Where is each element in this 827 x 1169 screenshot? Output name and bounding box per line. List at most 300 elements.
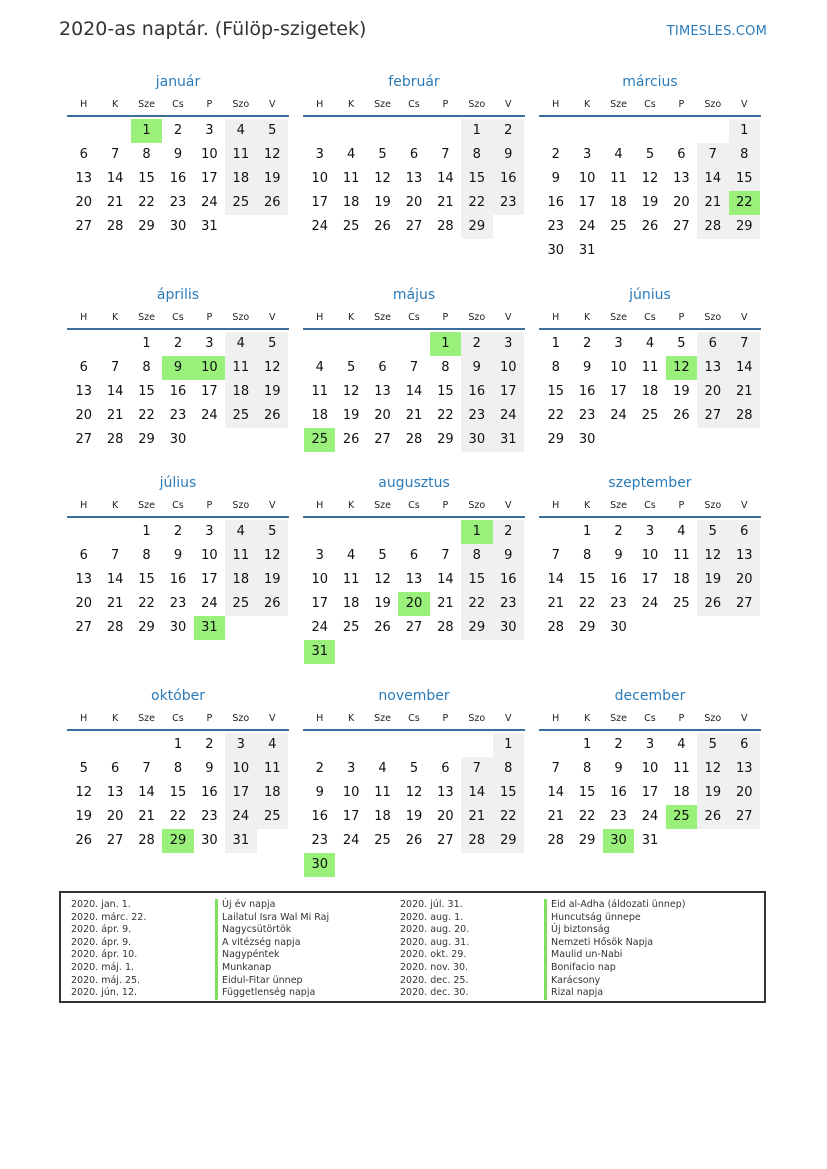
day-cell[interactable]: 22 [138,596,155,611]
day-cell[interactable]: 4 [315,360,324,375]
day-cell[interactable]: 8 [142,360,151,375]
day-cell[interactable]: 9 [461,356,492,380]
day-cell[interactable]: 29 [729,215,760,239]
day-cell[interactable]: 18 [225,167,256,191]
day-cell[interactable]: 11 [641,360,659,375]
day-cell[interactable]: 6 [79,147,88,162]
day-cell[interactable]: 3 [346,761,356,776]
day-cell[interactable]: 27 [697,404,728,428]
day-cell[interactable]: 14 [138,785,155,800]
day-cell[interactable]: 9 [315,785,324,800]
day-cell[interactable]: 8 [582,548,592,563]
day-cell[interactable]: 7 [441,548,450,563]
day-cell[interactable]: 14 [106,171,124,186]
day-cell[interactable]: 10 [201,147,218,162]
day-cell[interactable]: 19 [75,809,92,824]
day-cell[interactable]: 24 [342,833,360,848]
day-cell[interactable]: 22 [138,408,155,423]
day-cell[interactable]: 9 [493,143,524,167]
day-cell[interactable]: 25 [225,592,256,616]
day-cell[interactable]: 7 [551,548,560,563]
day-cell[interactable]: 17 [225,781,256,805]
day-cell[interactable]: 3 [493,332,524,356]
day-cell[interactable]: 20 [398,592,429,616]
day-cell[interactable]: 16 [169,572,187,587]
day-cell[interactable]: 5 [677,336,686,351]
day-cell[interactable]: 20 [75,195,92,210]
day-cell[interactable]: 24 [641,596,659,611]
day-cell[interactable]: 15 [493,781,524,805]
day-cell[interactable]: 23 [578,408,596,423]
day-cell[interactable]: 1 [729,119,760,143]
day-cell[interactable]: 1 [582,737,592,752]
day-cell[interactable]: 26 [697,592,728,616]
day-cell[interactable]: 2 [173,123,183,138]
day-cell[interactable]: 5 [378,548,387,563]
day-cell[interactable]: 5 [378,147,387,162]
day-cell[interactable]: 19 [342,408,360,423]
day-cell[interactable]: 31 [493,428,524,452]
day-cell[interactable]: 6 [409,548,419,563]
day-cell[interactable]: 21 [138,809,155,824]
day-cell[interactable]: 26 [374,219,391,234]
day-cell[interactable]: 31 [225,829,256,853]
day-cell[interactable]: 18 [374,809,391,824]
day-cell[interactable]: 21 [106,408,124,423]
day-cell[interactable]: 23 [493,592,524,616]
day-cell[interactable]: 17 [201,171,218,186]
day-cell[interactable]: 20 [106,809,124,824]
day-cell[interactable]: 7 [441,147,450,162]
day-cell[interactable]: 23 [610,809,627,824]
day-cell[interactable]: 4 [225,119,256,143]
day-cell[interactable]: 19 [257,568,288,592]
day-cell[interactable]: 1 [430,332,461,356]
day-cell[interactable]: 30 [304,853,335,877]
day-cell[interactable]: 19 [641,195,659,210]
day-cell[interactable]: 15 [578,785,596,800]
day-cell[interactable]: 4 [645,336,655,351]
day-cell[interactable]: 25 [257,805,288,829]
day-cell[interactable]: 28 [106,432,124,447]
day-cell[interactable]: 6 [79,360,88,375]
day-cell[interactable]: 16 [311,809,328,824]
day-cell[interactable]: 25 [641,408,659,423]
day-cell[interactable]: 3 [205,123,214,138]
day-cell[interactable]: 5 [697,733,728,757]
day-cell[interactable]: 9 [162,356,193,380]
day-cell[interactable]: 2 [173,336,183,351]
day-cell[interactable]: 31 [304,640,335,664]
day-cell[interactable]: 1 [551,336,560,351]
day-cell[interactable]: 12 [374,572,391,587]
day-cell[interactable]: 14 [405,384,423,399]
day-cell[interactable]: 10 [578,171,596,186]
day-cell[interactable]: 6 [441,761,450,776]
day-cell[interactable]: 19 [374,195,391,210]
day-cell[interactable]: 13 [405,171,423,186]
day-cell[interactable]: 15 [169,785,187,800]
day-cell[interactable]: 14 [437,171,454,186]
day-cell[interactable]: 3 [225,733,256,757]
day-cell[interactable]: 12 [666,356,697,380]
day-cell[interactable]: 22 [437,408,454,423]
day-cell[interactable]: 14 [437,572,454,587]
day-cell[interactable]: 10 [225,757,256,781]
day-cell[interactable]: 24 [201,596,218,611]
day-cell[interactable]: 14 [106,572,124,587]
day-cell[interactable]: 6 [697,332,728,356]
day-cell[interactable]: 25 [673,596,690,611]
day-cell[interactable]: 29 [138,219,155,234]
day-cell[interactable]: 19 [697,568,728,592]
day-cell[interactable]: 26 [342,432,360,447]
day-cell[interactable]: 4 [346,548,356,563]
day-cell[interactable]: 4 [614,147,623,162]
day-cell[interactable]: 27 [405,620,423,635]
day-cell[interactable]: 12 [641,171,659,186]
day-cell[interactable]: 31 [578,243,596,258]
day-cell[interactable]: 19 [405,809,423,824]
day-cell[interactable]: 28 [106,620,124,635]
day-cell[interactable]: 1 [131,119,162,143]
day-cell[interactable]: 11 [225,544,256,568]
day-cell[interactable]: 31 [201,219,218,234]
day-cell[interactable]: 13 [75,572,92,587]
day-cell[interactable]: 13 [673,171,690,186]
day-cell[interactable]: 3 [315,147,324,162]
day-cell[interactable]: 27 [729,592,760,616]
day-cell[interactable]: 7 [110,147,120,162]
day-cell[interactable]: 25 [342,219,360,234]
day-cell[interactable]: 25 [225,191,256,215]
day-cell[interactable]: 6 [378,360,387,375]
day-cell[interactable]: 22 [138,195,155,210]
day-cell[interactable]: 17 [641,785,659,800]
day-cell[interactable]: 12 [257,356,288,380]
day-cell[interactable]: 5 [697,520,728,544]
day-cell[interactable]: 2 [551,147,560,162]
day-cell[interactable]: 18 [342,195,360,210]
day-cell[interactable]: 11 [610,171,627,186]
day-cell[interactable]: 24 [311,620,328,635]
day-cell[interactable]: 1 [493,733,524,757]
day-cell[interactable]: 26 [641,219,659,234]
day-cell[interactable]: 15 [138,572,155,587]
day-cell[interactable]: 26 [697,805,728,829]
day-cell[interactable]: 3 [315,548,324,563]
day-cell[interactable]: 10 [342,785,360,800]
day-cell[interactable]: 31 [194,616,225,640]
day-cell[interactable]: 27 [673,219,690,234]
day-cell[interactable]: 2 [461,332,492,356]
day-cell[interactable]: 22 [547,408,564,423]
day-cell[interactable]: 22 [493,805,524,829]
day-cell[interactable]: 26 [257,191,288,215]
day-cell[interactable]: 28 [138,833,155,848]
day-cell[interactable]: 25 [225,404,256,428]
day-cell[interactable]: 22 [461,191,492,215]
day-cell[interactable]: 22 [578,596,596,611]
day-cell[interactable]: 3 [645,737,655,752]
day-cell[interactable]: 8 [551,360,560,375]
day-cell[interactable]: 30 [461,428,492,452]
day-cell[interactable]: 25 [666,805,697,829]
day-cell[interactable]: 28 [437,620,454,635]
day-cell[interactable]: 28 [547,620,564,635]
day-cell[interactable]: 3 [582,147,592,162]
day-cell[interactable]: 8 [173,761,183,776]
day-cell[interactable]: 20 [729,781,760,805]
day-cell[interactable]: 26 [405,833,423,848]
day-cell[interactable]: 30 [603,829,634,853]
day-cell[interactable]: 7 [142,761,151,776]
day-cell[interactable]: 9 [205,761,214,776]
day-cell[interactable]: 11 [673,761,690,776]
day-cell[interactable]: 16 [610,785,627,800]
day-cell[interactable]: 15 [547,384,564,399]
day-cell[interactable]: 15 [578,572,596,587]
day-cell[interactable]: 1 [582,524,592,539]
day-cell[interactable]: 1 [461,520,492,544]
day-cell[interactable]: 5 [645,147,655,162]
day-cell[interactable]: 1 [142,336,151,351]
day-cell[interactable]: 11 [225,143,256,167]
day-cell[interactable]: 30 [201,833,218,848]
day-cell[interactable]: 6 [729,733,760,757]
day-cell[interactable]: 2 [493,119,524,143]
day-cell[interactable]: 7 [461,757,492,781]
day-cell[interactable]: 10 [641,761,659,776]
day-cell[interactable]: 9 [493,544,524,568]
day-cell[interactable]: 22 [461,592,492,616]
day-cell[interactable]: 6 [677,147,686,162]
day-cell[interactable]: 4 [378,761,387,776]
day-cell[interactable]: 5 [346,360,356,375]
day-cell[interactable]: 16 [610,572,627,587]
day-cell[interactable]: 2 [614,524,623,539]
day-cell[interactable]: 12 [405,785,423,800]
day-cell[interactable]: 15 [138,171,155,186]
day-cell[interactable]: 14 [106,384,124,399]
day-cell[interactable]: 20 [374,408,391,423]
day-cell[interactable]: 13 [729,544,760,568]
day-cell[interactable]: 10 [201,548,218,563]
day-cell[interactable]: 21 [547,809,564,824]
day-cell[interactable]: 2 [614,737,623,752]
day-cell[interactable]: 12 [342,384,360,399]
day-cell[interactable]: 6 [79,548,88,563]
day-cell[interactable]: 16 [493,167,524,191]
day-cell[interactable]: 3 [614,336,623,351]
site-link[interactable]: TIMESLES.COM [666,24,767,39]
day-cell[interactable]: 24 [201,195,218,210]
day-cell[interactable]: 4 [225,520,256,544]
day-cell[interactable]: 28 [697,215,728,239]
day-cell[interactable]: 28 [547,833,564,848]
day-cell[interactable]: 22 [729,191,760,215]
day-cell[interactable]: 22 [578,809,596,824]
day-cell[interactable]: 16 [578,384,596,399]
day-cell[interactable]: 29 [578,620,596,635]
day-cell[interactable]: 21 [697,191,728,215]
day-cell[interactable]: 8 [582,761,592,776]
day-cell[interactable]: 10 [311,572,328,587]
day-cell[interactable]: 25 [342,620,360,635]
day-cell[interactable]: 4 [677,737,686,752]
day-cell[interactable]: 18 [342,596,360,611]
day-cell[interactable]: 15 [138,384,155,399]
day-cell[interactable]: 21 [461,805,492,829]
day-cell[interactable]: 9 [582,360,592,375]
day-cell[interactable]: 23 [461,404,492,428]
day-cell[interactable]: 2 [173,524,183,539]
day-cell[interactable]: 12 [374,171,391,186]
day-cell[interactable]: 13 [75,384,92,399]
day-cell[interactable]: 29 [578,833,596,848]
day-cell[interactable]: 15 [461,568,492,592]
day-cell[interactable]: 4 [225,332,256,356]
day-cell[interactable]: 17 [578,195,596,210]
day-cell[interactable]: 9 [614,548,623,563]
day-cell[interactable]: 8 [461,544,492,568]
day-cell[interactable]: 29 [162,829,193,853]
day-cell[interactable]: 28 [405,432,423,447]
day-cell[interactable]: 17 [641,572,659,587]
day-cell[interactable]: 23 [547,219,564,234]
day-cell[interactable]: 19 [697,781,728,805]
day-cell[interactable]: 24 [493,404,524,428]
day-cell[interactable]: 27 [437,833,454,848]
day-cell[interactable]: 7 [551,761,560,776]
day-cell[interactable]: 4 [677,524,686,539]
day-cell[interactable]: 29 [547,432,564,447]
day-cell[interactable]: 8 [441,360,450,375]
day-cell[interactable]: 12 [697,544,728,568]
day-cell[interactable]: 21 [437,596,454,611]
day-cell[interactable]: 18 [225,568,256,592]
day-cell[interactable]: 17 [311,596,328,611]
day-cell[interactable]: 17 [610,384,627,399]
day-cell[interactable]: 30 [578,432,596,447]
day-cell[interactable]: 19 [374,596,391,611]
day-cell[interactable]: 10 [610,360,627,375]
day-cell[interactable]: 13 [374,384,391,399]
day-cell[interactable]: 17 [201,384,218,399]
day-cell[interactable]: 17 [311,195,328,210]
day-cell[interactable]: 5 [79,761,88,776]
day-cell[interactable]: 8 [461,143,492,167]
day-cell[interactable]: 28 [461,829,492,853]
day-cell[interactable]: 6 [110,761,120,776]
day-cell[interactable]: 10 [493,356,524,380]
day-cell[interactable]: 9 [173,147,183,162]
day-cell[interactable]: 18 [641,384,659,399]
day-cell[interactable]: 7 [110,360,120,375]
day-cell[interactable]: 10 [194,356,225,380]
day-cell[interactable]: 4 [257,733,288,757]
day-cell[interactable]: 27 [374,432,391,447]
day-cell[interactable]: 26 [257,404,288,428]
day-cell[interactable]: 27 [75,620,92,635]
day-cell[interactable]: 12 [257,544,288,568]
day-cell[interactable]: 11 [257,757,288,781]
day-cell[interactable]: 1 [142,524,151,539]
day-cell[interactable]: 24 [641,809,659,824]
day-cell[interactable]: 9 [173,548,183,563]
day-cell[interactable]: 7 [110,548,120,563]
day-cell[interactable]: 9 [551,171,560,186]
day-cell[interactable]: 14 [461,781,492,805]
day-cell[interactable]: 11 [374,785,391,800]
day-cell[interactable]: 23 [169,596,187,611]
day-cell[interactable]: 8 [493,757,524,781]
day-cell[interactable]: 26 [374,620,391,635]
day-cell[interactable]: 16 [201,785,218,800]
day-cell[interactable]: 19 [257,380,288,404]
day-cell[interactable]: 6 [409,147,419,162]
day-cell[interactable]: 20 [697,380,728,404]
day-cell[interactable]: 19 [257,167,288,191]
day-cell[interactable]: 13 [75,171,92,186]
day-cell[interactable]: 27 [75,432,92,447]
day-cell[interactable]: 11 [342,171,360,186]
day-cell[interactable]: 13 [697,356,728,380]
day-cell[interactable]: 3 [645,524,655,539]
day-cell[interactable]: 7 [697,143,728,167]
day-cell[interactable]: 25 [610,219,627,234]
day-cell[interactable]: 10 [311,171,328,186]
day-cell[interactable]: 20 [405,195,423,210]
day-cell[interactable]: 16 [493,568,524,592]
day-cell[interactable]: 2 [315,761,324,776]
day-cell[interactable]: 21 [405,408,423,423]
day-cell[interactable]: 23 [610,596,627,611]
day-cell[interactable]: 20 [729,568,760,592]
day-cell[interactable]: 20 [673,195,690,210]
day-cell[interactable]: 28 [437,219,454,234]
day-cell[interactable]: 27 [106,833,124,848]
day-cell[interactable]: 1 [173,737,183,752]
day-cell[interactable]: 7 [729,332,760,356]
day-cell[interactable]: 15 [729,167,760,191]
day-cell[interactable]: 30 [169,219,187,234]
day-cell[interactable]: 13 [405,572,423,587]
day-cell[interactable]: 15 [461,167,492,191]
day-cell[interactable]: 21 [437,195,454,210]
day-cell[interactable]: 18 [673,572,690,587]
day-cell[interactable]: 18 [311,408,328,423]
day-cell[interactable]: 9 [614,761,623,776]
day-cell[interactable]: 29 [461,215,492,239]
day-cell[interactable]: 18 [673,785,690,800]
day-cell[interactable]: 17 [201,572,218,587]
day-cell[interactable]: 20 [437,809,454,824]
day-cell[interactable]: 23 [169,195,187,210]
day-cell[interactable]: 24 [578,219,596,234]
day-cell[interactable]: 8 [729,143,760,167]
day-cell[interactable]: 21 [106,596,124,611]
day-cell[interactable]: 30 [169,432,187,447]
day-cell[interactable]: 3 [205,336,214,351]
day-cell[interactable]: 20 [75,596,92,611]
day-cell[interactable]: 2 [205,737,214,752]
day-cell[interactable]: 6 [729,520,760,544]
day-cell[interactable]: 13 [437,785,454,800]
day-cell[interactable]: 16 [169,384,187,399]
day-cell[interactable]: 24 [225,805,256,829]
day-cell[interactable]: 8 [142,548,151,563]
